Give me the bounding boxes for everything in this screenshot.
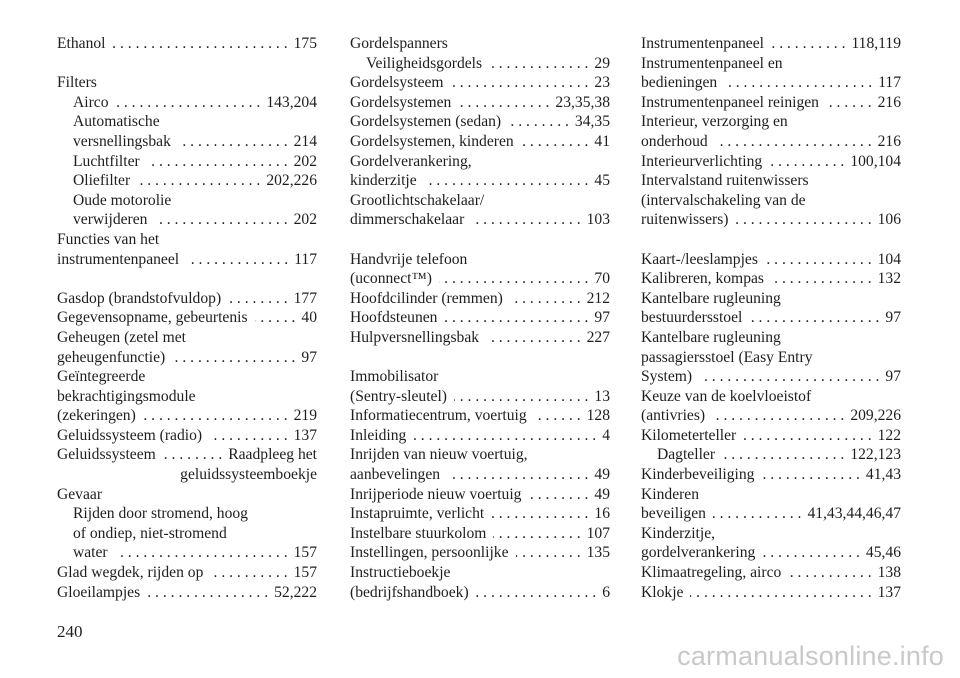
entry-pages: 107 bbox=[586, 524, 610, 542]
entry-label: Instelbare stuurkolom bbox=[350, 524, 487, 542]
entry-label: Instrumentenpaneel bbox=[641, 35, 764, 52]
index-entry: Instructieboekje bbox=[350, 564, 451, 582]
dot-leader bbox=[137, 171, 260, 191]
entry-pages: 4 bbox=[602, 426, 610, 444]
entry-pages: 97 bbox=[885, 309, 901, 327]
index-entry bbox=[350, 93, 610, 113]
index-entry bbox=[641, 504, 901, 524]
entry-pages: 23 bbox=[594, 74, 610, 92]
entry-pages: 41,43 bbox=[865, 466, 901, 484]
dot-leader bbox=[163, 445, 222, 465]
index-entry bbox=[350, 328, 610, 348]
dot-leader bbox=[147, 583, 268, 603]
index-entry bbox=[350, 132, 610, 152]
index-entry: geluidssysteemboekje bbox=[180, 466, 317, 484]
entry-pages: 202 bbox=[293, 152, 317, 170]
index-entry bbox=[641, 93, 901, 113]
entry-pages: 45 bbox=[594, 172, 610, 190]
entry-label: Klokje bbox=[641, 583, 684, 601]
dot-leader bbox=[762, 543, 860, 563]
entry-label: beveiligen bbox=[641, 505, 706, 523]
entry-label: Gordelsystemen (sedan) bbox=[350, 113, 502, 131]
entry-pages: 49 bbox=[594, 466, 610, 484]
entry-pages: 97 bbox=[301, 348, 317, 366]
index-entry: passagiersstoel (Easy Entry bbox=[641, 348, 813, 366]
index-entry: of ondiep, niet-stromend bbox=[73, 524, 227, 542]
index-entry: Gordelverankering, bbox=[350, 152, 472, 170]
index-entry bbox=[57, 93, 317, 113]
index-entry bbox=[641, 563, 901, 583]
dot-leader bbox=[516, 543, 581, 563]
entry-label: water bbox=[73, 544, 108, 562]
entry-label: kinderzitje bbox=[350, 172, 417, 190]
entry-label: ruitenwissers) bbox=[641, 211, 729, 229]
entry-label: Gegevensopname, gebeurtenis bbox=[57, 309, 248, 327]
entry-label: Hoofdsteunen bbox=[350, 309, 438, 327]
index-entry bbox=[350, 504, 610, 524]
dot-leader bbox=[451, 73, 589, 93]
index-entry bbox=[350, 269, 610, 289]
entry-pages: 122,123 bbox=[850, 446, 901, 464]
dot-leader bbox=[458, 93, 549, 113]
index-entry bbox=[350, 583, 610, 603]
index-entry: Instrumentenpaneel en bbox=[641, 54, 783, 72]
index-entry bbox=[57, 543, 317, 563]
entry-pages: 106 bbox=[877, 211, 901, 229]
entry-label: Geluidssysteem bbox=[57, 446, 156, 464]
entry-pages: 202,226 bbox=[266, 172, 317, 190]
entry-label: Inleiding bbox=[350, 426, 407, 444]
index-entry bbox=[350, 308, 610, 328]
entry-pages: 209,226 bbox=[850, 407, 901, 425]
index-column-2 bbox=[350, 34, 610, 602]
index-entry bbox=[641, 465, 901, 485]
dot-leader bbox=[147, 152, 288, 172]
dot-leader bbox=[143, 406, 288, 426]
entry-pages: 216 bbox=[877, 132, 901, 150]
entry-pages: 118,119 bbox=[851, 35, 901, 52]
entry-label: gordelverankering bbox=[641, 544, 756, 562]
entry-pages: 177 bbox=[293, 289, 317, 307]
dot-leader bbox=[209, 426, 288, 446]
index-entry: Rijden door stromend, hoog bbox=[73, 505, 248, 523]
index-entry bbox=[641, 445, 901, 465]
entry-label: instrumentenpaneel bbox=[57, 250, 180, 268]
index-entry bbox=[57, 426, 317, 446]
dot-leader bbox=[743, 426, 871, 446]
dot-leader bbox=[255, 308, 296, 328]
entry-label: Veiligheidsgordels bbox=[366, 54, 483, 72]
entry-pages: 202 bbox=[293, 211, 317, 229]
index-entry bbox=[57, 583, 317, 603]
index-entry bbox=[350, 210, 610, 230]
entry-label: (zekeringen) bbox=[57, 407, 136, 425]
index-entry: Geheugen (zetel met bbox=[57, 328, 187, 346]
entry-pages: 157 bbox=[293, 564, 317, 582]
entry-label: dimmerschakelaar bbox=[350, 211, 465, 229]
entry-pages: 117 bbox=[294, 250, 317, 268]
dot-leader bbox=[186, 250, 288, 270]
index-entry bbox=[350, 289, 610, 309]
dot-leader bbox=[749, 308, 879, 328]
entry-pages: 128 bbox=[586, 407, 610, 425]
index-entry bbox=[350, 54, 610, 74]
index-entry: Handvrije telefoon bbox=[350, 250, 468, 268]
entry-label: Inrijperiode nieuw voertuig bbox=[350, 485, 522, 503]
entry-label: Oliefilter bbox=[73, 172, 131, 190]
index-entry bbox=[57, 308, 317, 328]
dot-leader bbox=[712, 406, 844, 426]
entry-pages: 138 bbox=[877, 564, 901, 582]
dot-leader bbox=[413, 426, 596, 446]
entry-label: Instapruimte, verlicht bbox=[350, 505, 485, 523]
entry-label: Kilometerteller bbox=[641, 426, 737, 444]
index-entry bbox=[57, 34, 317, 54]
watermark-logo[interactable]: carmanualsonline.info bbox=[677, 641, 944, 671]
entry-label: Ethanol bbox=[57, 35, 106, 52]
index-entry bbox=[350, 387, 610, 407]
index-entry: (intervalschakeling van de bbox=[641, 191, 806, 209]
entry-label: Airco bbox=[73, 93, 109, 111]
entry-label: Gordelsystemen bbox=[350, 93, 452, 111]
entry-label: Gasdop (brandstofvuldop) bbox=[57, 289, 222, 307]
dot-leader bbox=[491, 504, 588, 524]
entry-label: System) bbox=[641, 368, 693, 386]
index-entry: Kantelbare rugleuning bbox=[641, 289, 781, 307]
entry-label: Glad wegdek, rijden op bbox=[57, 564, 204, 582]
entry-label: Geluidssysteem (radio) bbox=[57, 426, 203, 444]
index-entry bbox=[57, 171, 317, 191]
dot-leader bbox=[528, 485, 588, 505]
dot-leader bbox=[735, 210, 871, 230]
index-entry: Geïntegreerde bbox=[57, 368, 146, 386]
entry-label: Kinderbeveiliging bbox=[641, 466, 755, 484]
index-entry bbox=[641, 406, 901, 426]
dot-leader bbox=[521, 132, 589, 152]
index-entry bbox=[350, 406, 610, 426]
index-entry bbox=[57, 406, 317, 426]
entry-pages: 16 bbox=[594, 505, 610, 523]
index-entry bbox=[57, 563, 317, 583]
index-column-1 bbox=[57, 34, 317, 602]
dot-leader bbox=[454, 387, 588, 407]
entry-label: Instrumentenpaneel reinigen bbox=[641, 93, 819, 111]
entry-pages: 6 bbox=[602, 583, 610, 601]
index-entry: Inrijden van nieuw voertuig, bbox=[350, 446, 528, 464]
index-entry bbox=[641, 34, 901, 54]
entry-label: (Sentry-sleutel) bbox=[350, 387, 447, 405]
index-entry bbox=[641, 308, 901, 328]
dot-leader bbox=[715, 132, 872, 152]
index-entry: Grootlichtschakelaar/ bbox=[350, 191, 485, 209]
entry-label: bedieningen bbox=[641, 74, 718, 92]
index-entry bbox=[350, 524, 610, 544]
index-entry: Functies van het bbox=[57, 230, 160, 248]
entry-label: Hoofdcilinder (remmen) bbox=[350, 289, 503, 307]
index-entry bbox=[57, 152, 317, 172]
index-entry: Filters bbox=[57, 74, 97, 92]
entry-pages: 41,43,44,46,47 bbox=[807, 505, 901, 523]
entry-pages: 137 bbox=[293, 426, 317, 444]
entry-pages: 219 bbox=[293, 407, 317, 425]
index-entry bbox=[57, 210, 317, 230]
entry-pages: 70 bbox=[594, 270, 610, 288]
entry-label: onderhoud bbox=[641, 132, 708, 150]
entry-pages: 212 bbox=[586, 289, 610, 307]
index-entry bbox=[350, 485, 610, 505]
index-entry: Intervalstand ruitenwissers bbox=[641, 172, 809, 190]
entry-label: Hulpversnellingsbak bbox=[350, 328, 480, 346]
entry-pages: 216 bbox=[877, 93, 901, 111]
index-entry bbox=[57, 348, 317, 368]
index-entry: Gordelspanners bbox=[350, 35, 448, 52]
dot-leader bbox=[439, 269, 588, 289]
dot-leader bbox=[493, 524, 580, 544]
dot-leader bbox=[228, 289, 287, 309]
dot-leader bbox=[476, 583, 597, 603]
dot-leader bbox=[724, 73, 872, 93]
entry-pages: 52,222 bbox=[274, 583, 317, 601]
index-entry bbox=[641, 73, 901, 93]
entry-label: Luchtfilter bbox=[73, 152, 140, 170]
dot-leader bbox=[699, 367, 879, 387]
dot-leader bbox=[154, 210, 287, 230]
dot-leader bbox=[826, 93, 872, 113]
index-entry bbox=[641, 250, 901, 270]
index-entry: Oude motorolie bbox=[73, 191, 172, 209]
dot-leader bbox=[508, 112, 569, 132]
entry-pages: 117 bbox=[878, 74, 901, 92]
dot-leader bbox=[771, 269, 872, 289]
dot-leader bbox=[115, 543, 288, 563]
entry-pages: 143,204 bbox=[266, 93, 317, 111]
entry-label: Gordelsystemen, kinderen bbox=[350, 132, 514, 150]
dot-leader bbox=[486, 328, 581, 348]
dot-leader bbox=[424, 171, 589, 191]
index-entry: Immobilisator bbox=[350, 368, 439, 386]
entry-pages: 157 bbox=[293, 544, 317, 562]
dot-leader bbox=[471, 210, 580, 230]
entry-pages: 104 bbox=[877, 250, 901, 268]
index-entry bbox=[350, 543, 610, 563]
index-column-3 bbox=[641, 34, 901, 602]
dot-leader bbox=[713, 504, 801, 524]
entry-pages: 97 bbox=[885, 368, 901, 386]
entry-pages: 137 bbox=[877, 583, 901, 601]
entry-label: Informatiecentrum, voertuig bbox=[350, 407, 527, 425]
index-entry bbox=[350, 73, 610, 93]
entry-pages: 103 bbox=[586, 211, 610, 229]
entry-pages: 34,35 bbox=[574, 113, 610, 131]
dot-leader bbox=[210, 563, 287, 583]
index-entry bbox=[641, 367, 901, 387]
index-entry: Gevaar bbox=[57, 485, 103, 503]
entry-label: Gordelsysteem bbox=[350, 74, 444, 92]
entry-pages: Raadpleeg het bbox=[228, 446, 317, 464]
index-entry: Kantelbare rugleuning bbox=[641, 328, 781, 346]
dot-leader bbox=[771, 34, 846, 54]
index-entry: bekrachtigingsmodule bbox=[57, 387, 196, 405]
entry-label: Dagteller bbox=[657, 446, 716, 464]
dot-leader bbox=[761, 465, 859, 485]
index-entry bbox=[57, 250, 317, 270]
entry-pages: 132 bbox=[877, 270, 901, 288]
index-entry bbox=[57, 445, 317, 465]
entry-label: (bedrijfshandboek) bbox=[350, 583, 469, 601]
index-entry bbox=[641, 426, 901, 446]
entry-pages: 135 bbox=[586, 544, 610, 562]
entry-label: Kalibreren, kompas bbox=[641, 270, 764, 288]
index-entry bbox=[641, 210, 901, 230]
entry-pages: 175 bbox=[293, 35, 317, 52]
entry-pages: 45,46 bbox=[865, 544, 901, 562]
dot-leader bbox=[172, 348, 295, 368]
dot-leader bbox=[765, 250, 872, 270]
page-number: 240 bbox=[57, 622, 83, 641]
index-entry bbox=[350, 112, 610, 132]
entry-pages: 41 bbox=[594, 132, 610, 150]
dot-leader bbox=[534, 406, 581, 426]
entry-label: Instellingen, persoonlijke bbox=[350, 544, 509, 562]
entry-label: geheugenfunctie) bbox=[57, 348, 166, 366]
entry-pages: 40 bbox=[301, 309, 317, 327]
entry-label: Kaart-/leeslampjes bbox=[641, 250, 758, 268]
index-entry bbox=[350, 171, 610, 191]
entry-label: Klimaatregeling, airco bbox=[641, 564, 782, 582]
entry-pages: 29 bbox=[594, 54, 610, 72]
dot-leader bbox=[447, 465, 588, 485]
dot-leader bbox=[444, 308, 588, 328]
dot-leader bbox=[769, 152, 844, 172]
dot-leader bbox=[116, 93, 261, 113]
index-entry bbox=[641, 583, 901, 603]
dot-leader bbox=[489, 54, 588, 74]
entry-pages: 214 bbox=[293, 132, 317, 150]
index-entry: Keuze van de koelvloeistof bbox=[641, 387, 812, 405]
index-entry bbox=[57, 132, 317, 152]
index-entry bbox=[641, 132, 901, 152]
dot-leader bbox=[788, 563, 871, 583]
entry-label: (uconnect™) bbox=[350, 270, 432, 288]
entry-pages: 97 bbox=[594, 309, 610, 327]
entry-label: versnellingsbak bbox=[73, 132, 171, 150]
entry-label: Gloeilampjes bbox=[57, 583, 141, 601]
index-entry: Interieur, verzorging en bbox=[641, 113, 788, 131]
index-entry: Automatische bbox=[73, 113, 160, 131]
index-entry bbox=[350, 426, 610, 446]
index-entry bbox=[641, 543, 901, 563]
dot-leader bbox=[178, 132, 288, 152]
entry-label: bestuurdersstoel bbox=[641, 309, 743, 327]
index-entry bbox=[57, 289, 317, 309]
index-entry bbox=[641, 152, 901, 172]
entry-pages: 13 bbox=[594, 387, 610, 405]
index-entry: Kinderen bbox=[641, 485, 700, 503]
entry-pages: 23,35,38 bbox=[555, 93, 610, 111]
entry-pages: 122 bbox=[877, 426, 901, 444]
entry-label: Interieurverlichting bbox=[641, 152, 763, 170]
entry-label: verwijderen bbox=[73, 211, 148, 229]
dot-leader bbox=[113, 34, 288, 54]
entry-pages: 100,104 bbox=[850, 152, 901, 170]
dot-leader bbox=[722, 445, 844, 465]
entry-pages: 227 bbox=[586, 328, 610, 346]
entry-pages: 49 bbox=[594, 485, 610, 503]
entry-label: aanbevelingen bbox=[350, 466, 441, 484]
index-entry bbox=[350, 465, 610, 485]
dot-leader bbox=[690, 583, 871, 603]
dot-leader bbox=[510, 289, 581, 309]
index-entry bbox=[641, 269, 901, 289]
entry-label: (antivries) bbox=[641, 407, 706, 425]
index-entry: Kinderzitje, bbox=[641, 524, 716, 542]
